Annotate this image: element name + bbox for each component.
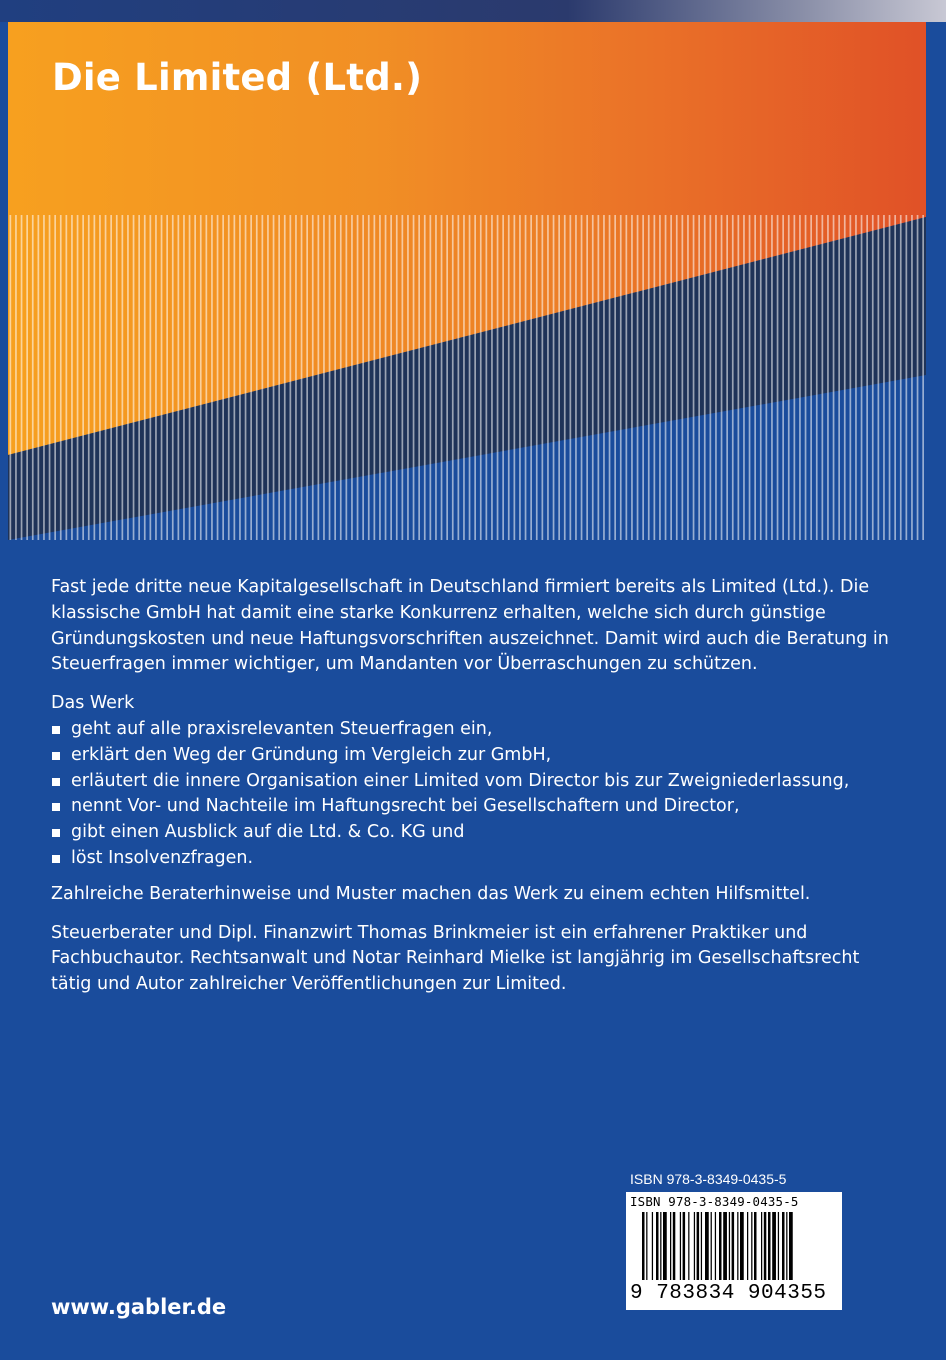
bullet-square-icon (52, 726, 60, 734)
book-title: Die Limited (Ltd.) (52, 56, 423, 99)
bullet-square-icon (52, 829, 60, 837)
bullet-square-icon (52, 803, 60, 811)
blurb (51, 575, 901, 998)
list-item: erklärt den Weg der Gründung im Vergleich zur GmbH, (51, 743, 901, 769)
top-color-band (0, 0, 946, 22)
list-item: nennt Vor- und Nachteile im Haftungsrecht bei Gesellschaftern und Director, (51, 794, 901, 820)
striped-gradient-graphic (8, 215, 926, 540)
barcode-isbn-text: ISBN 978-3-8349-0435-5 (630, 1194, 799, 1209)
bullet-square-icon (52, 752, 60, 760)
feature-list (51, 717, 901, 872)
list-heading: Das Werk (51, 693, 135, 714)
list-item: geht auf alle praxisrelevanten Steuerfragen ein, (51, 717, 901, 743)
list-item: löst Insolvenzfragen. (51, 846, 901, 872)
bullet-square-icon (52, 778, 60, 786)
list-item: erläutert die innere Organisation einer Limited vom Director bis zur Zweigniederlassung, (51, 769, 901, 795)
orange-header-block (8, 22, 926, 215)
barcode (626, 1192, 842, 1310)
list-item: gibt einen Ausblick auf die Ltd. & Co. KG und (51, 820, 901, 846)
isbn-label: ISBN 978-3-8349-0435-5 (630, 1171, 787, 1187)
author-bio: Steuerberater und Dipl. Finanzwirt Thomas Brinkmeier ist ein erfahrener Praktiker und Fachbuchautor. Rechtsanwalt und Notar Reinhard Mielke ist langjährig im Gesellschaftsrecht tätig und Autor zahlreicher Veröffentlichungen zur Limited. (51, 922, 860, 995)
intro-paragraph: Fast jede dritte neue Kapitalgesellschaft in Deutschland firmiert bereits als Limited (Ltd.). Die klassische GmbH hat damit eine starke Konkurrenz erhalten, welche sich durch günstige Gründungskosten und neue Haftungsvorschriften auszeichnet. Damit wird auch die Beratung in Steuerfragen immer wichtiger, um Mandanten vor Überraschungen zu schützen. (51, 577, 889, 675)
publisher-website: www.gabler.de (51, 1295, 227, 1319)
bullet-square-icon (52, 855, 60, 863)
closing-paragraph: Zahlreiche Beraterhinweise und Muster machen das Werk zu einem echten Hilfsmittel. (51, 883, 811, 904)
barcode-digits: 9 783834 904355 (630, 1282, 827, 1305)
